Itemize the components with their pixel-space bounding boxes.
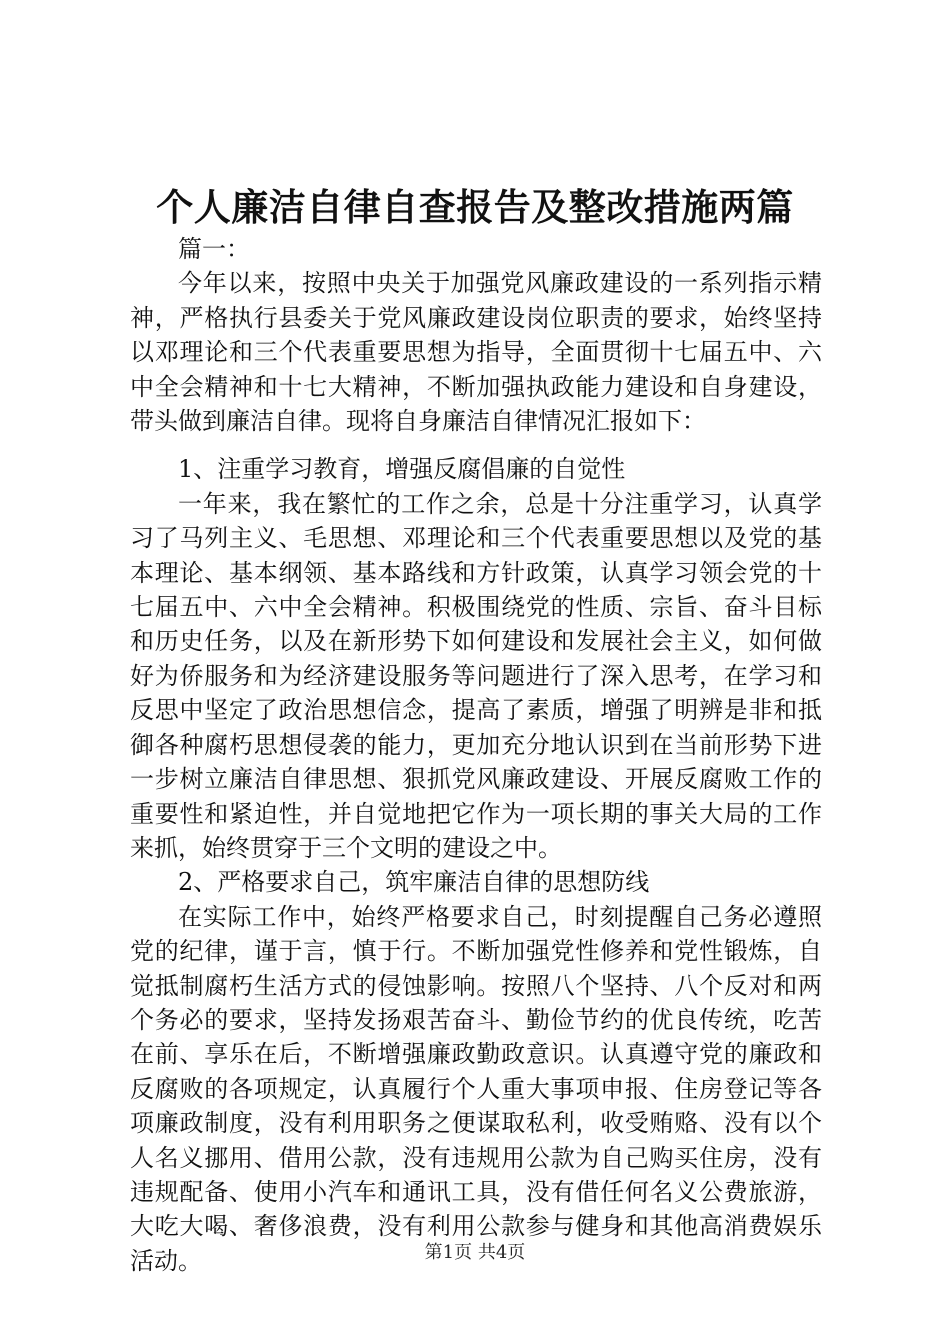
intro-paragraph: 今年以来，按照中央关于加强党风廉政建设的一系列指示精神，严格执行县委关于党风廉政建设岗位职责的要求，始终坚持以邓理论和三个代表重要思想为指导，全面贯彻十七届五中、六中全会精神和十七大精神，不断加强执政能力建设和自身建设，带头做到廉洁自律。现将自身廉洁自律情况汇报如下： — [130, 269, 822, 436]
page-title: 个人廉洁自律自查报告及整改措施两篇 — [156, 185, 794, 229]
section-heading-1: 1、注重学习教育，增强反腐倡廉的自觉性 — [178, 455, 626, 484]
section-heading-2: 2、严格要求自己，筑牢廉洁自律的思想防线 — [178, 868, 650, 897]
document-body — [130, 232, 822, 1278]
paragraph-2: 在实际工作中，始终严格要求自己，时刻提醒自己务必遵照党的纪律，谨于言，慎于行。不断加强党性修养和党性锻炼，自觉抵制腐朽生活方式的侵蚀影响。按照八个坚持、八个反对和两个务必的要求，坚持发扬艰苦奋斗、勤俭节约的优良传统，吃苦在前、享乐在后，不断增强廉政勤政意识。认真遵守党的廉政和反腐败的各项规定，认真履行个人重大事项申报、住房登记等各项廉政制度，没有利用职务之便谋取私利，收受贿赂、没有以个人名义挪用、借用公款，没有违规用公款为自己购买住房，没有违规配备、使用小汽车和通讯工具，没有借任何名义公费旅游，大吃大喝、奢侈浪费，没有利用公款参与健身和其他高消费娱乐活动。 — [130, 902, 822, 1275]
paragraph-1: 一年来，我在繁忙的工作之余，总是十分注重学习，认真学习了马列主义、毛思想、邓理论和三个代表重要思想以及党的基本理论、基本纲领、基本路线和方针政策，认真学习领会党的十七届五中、六中全会精神。积极围绕党的性质、宗旨、奋斗目标和历史任务，以及在新形势下如何建设和发展社会主义，如何做好为侨服务和为经济建设服务等问题进行了深入思考，在学习和反思中坚定了政治思想信念，提高了素质，增强了明辨是非和抵御各种腐朽思想侵袭的能力，更加充分地认识到在当前形势下进一步树立廉洁自律思想、狠抓党风廉政建设、开展反腐败工作的重要性和紧迫性，并自觉地把它作为一项长期的事关大局的工作来抓，始终贯穿于三个文明的建设之中。 — [130, 489, 822, 862]
section-label: 篇一： — [178, 235, 250, 263]
page-indicator: 第1页 共4页 — [424, 1242, 526, 1263]
